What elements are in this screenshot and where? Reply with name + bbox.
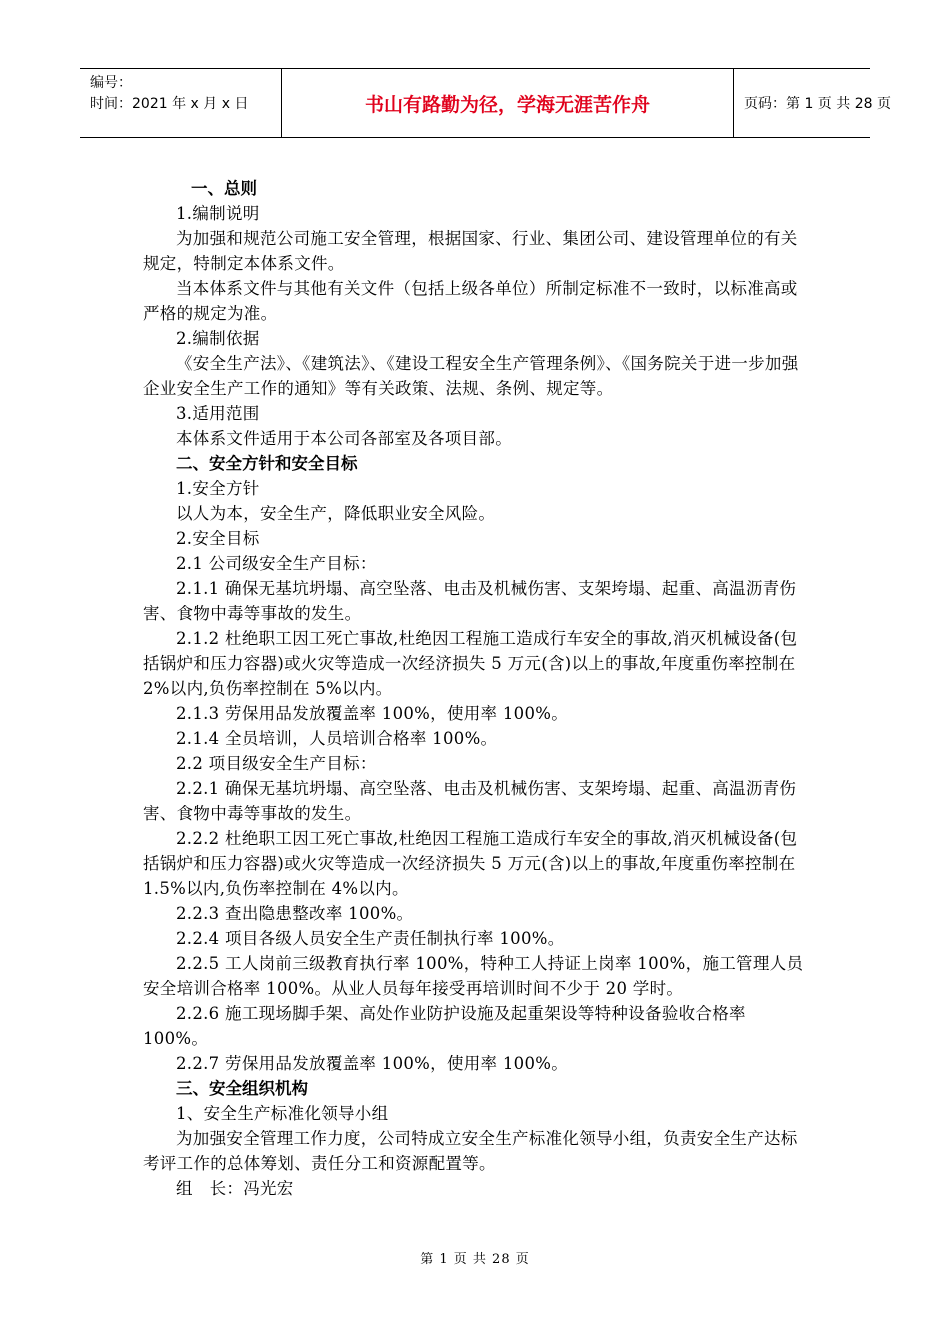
body-paragraph: 本体系文件适用于本公司各部室及各项目部。 [176, 429, 512, 448]
section-heading: 二、安全方针和安全目标 [176, 454, 358, 473]
body-paragraph: 以人为本，安全生产，降低职业安全风险。 [176, 504, 496, 523]
body-paragraph: 2.2.3 查出隐患整改率 100%。 [176, 904, 414, 923]
body-paragraph: 当本体系文件与其他有关文件（包括上级各单位）所制定标准不一致时，以标准高或严格的规定为准。 [143, 279, 798, 323]
body-paragraph: 2.2.2 杜绝职工因工死亡事故,杜绝因工程施工造成行车安全的事故,消灭机械设备(包括锅炉和压力容器)或火灾等造成一次经济损失 5 万元(含)以上的事故,年度重伤率控制在 1.5%以内,负伤率控制在 4%以内。 [143, 829, 798, 898]
body-paragraph: 2.2.4 项目各级人员安全生产责任制执行率 100%。 [176, 929, 565, 948]
body-paragraph: 1.编制说明 [176, 204, 260, 223]
body-paragraph: 2.1 公司级安全生产目标： [176, 554, 377, 573]
header-page-number: 页码：第 1 页 共 28 页 [744, 96, 891, 112]
header-motto: 书山有路勤为径，学海无涯苦作舟 [282, 69, 734, 137]
page-footer: 第 1 页 共 28 页 [420, 1252, 530, 1267]
body-paragraph: 1、安全生产标准化领导小组 [176, 1104, 389, 1123]
body-paragraph: 2.1.1 确保无基坑坍塌、高空坠落、电击及机械伤害、支架垮塌、起重、高温沥青伤害、食物中毒等事故的发生。 [143, 579, 797, 623]
document-date-label: 时间：2021 年 x 月 x 日 [90, 96, 249, 112]
body-paragraph: 3.适用范围 [176, 404, 260, 423]
document-body [143, 176, 807, 1201]
section-heading: 一、总则 [191, 179, 257, 198]
body-paragraph: 为加强和规范公司施工安全管理，根据国家、行业、集团公司、建设管理单位的有关规定，特制定本体系文件。 [143, 229, 798, 273]
body-paragraph: 2.1.4 全员培训，人员培训合格率 100%。 [176, 729, 498, 748]
body-paragraph: 2.2 项目级安全生产目标： [176, 754, 377, 773]
body-paragraph: 2.1.2 杜绝职工因工死亡事故,杜绝因工程施工造成行车安全的事故,消灭机械设备(包括锅炉和压力容器)或火灾等造成一次经济损失 5 万元(含)以上的事故,年度重伤率控制在 2%以内,负伤率控制在 5%以内。 [143, 629, 798, 698]
body-paragraph: 为加强安全管理工作力度，公司特成立安全生产标准化领导小组，负责安全生产达标考评工作的总体筹划、责任分工和资源配置等。 [143, 1129, 798, 1173]
page-header [80, 68, 891, 138]
body-paragraph: 2.2.5 工人岗前三级教育执行率 100%，特种工人持证上岗率 100%，施工管理人员安全培训合格率 100%。从业人员每年接受再培训时间不少于 20 学时。 [143, 954, 804, 998]
section-heading: 三、安全组织机构 [176, 1079, 308, 1098]
body-paragraph: 1.安全方针 [176, 479, 260, 498]
body-paragraph: 2.安全目标 [176, 529, 260, 548]
header-meta [80, 69, 282, 137]
body-paragraph: 2.2.1 确保无基坑坍塌、高空坠落、电击及机械伤害、支架垮塌、起重、高温沥青伤害、食物中毒等事故的发生。 [143, 779, 797, 823]
body-paragraph: 2.2.7 劳保用品发放覆盖率 100%，使用率 100%。 [176, 1054, 569, 1073]
body-paragraph: 2.1.3 劳保用品发放覆盖率 100%，使用率 100%。 [176, 704, 569, 723]
body-paragraph: 2.编制依据 [176, 329, 260, 348]
body-paragraph: 组 长：冯光宏 [176, 1179, 294, 1198]
body-paragraph: 2.2.6 施工现场脚手架、高处作业防护设施及起重架设等特种设备验收合格率 100%。 [143, 1004, 746, 1048]
body-paragraph: 《安全生产法》、《建筑法》、《建设工程安全生产管理条例》、《国务院关于进一步加强企业安全生产工作的通知》等有关政策、法规、条例、规定等。 [143, 354, 799, 398]
document-number-label: 编号： [90, 75, 132, 91]
